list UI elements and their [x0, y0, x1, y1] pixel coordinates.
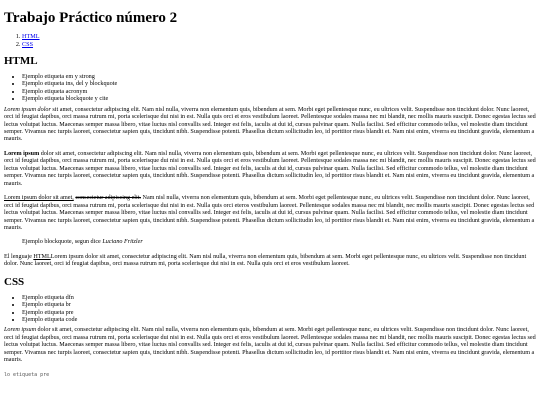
cite-author: Luciano Fritzler [102, 239, 143, 246]
paragraph-text: dolor sit amet, consectetur adipiscing elit. Nam nisl nulla, viverra non elementum quis, bibendum at sem. Morbi eget pellentesque nunc, eu ultrices velit. Suspendisse non tincidunt dolor. Nunc laoreet, orci id feugiat dapibus, orci massa rutrum mi, porta scelerisque dui nisi in est. Nulla quis orci et eros vestibulum laoreet. Pellentesque sodales massa nec mi blandit, nec mollis mauris suscipit. Donec egestas lectus sed lectus volutpat luctus. Maecenas semper massa libero, vitae luctus nisl convallis sed. Integer est felis, iaculis at dui id, cursus pulvinar quam. Nulla facilisi. Sed efficitur commodo tellus, vel molestie diam tincidunt semper. Vivamus nec turpis laoreet, consectetur sapien quis, tincidunt nibh. Suspendisse potenti. Phasellus dictum sollicitudin leo, id porttitor risus blandit et. Nam nisi enim, viverra eu tincidunt gravida, elementum a mauris. [4, 150, 536, 187]
paragraph-prefix: El lenguaje [4, 253, 34, 260]
paragraph-text: dolor sit amet, consectetur adipiscing elit. Nam nisl nulla, viverra non elementum quis, bibendum at sem. Morbi eget pellentesque nunc, eu ultrices velit. Suspendisse non tincidunt dolor. Nunc laoreet, orci id feugiat dapibus, orci massa rutrum mi, porta scelerisque dui nisi in est. Nulla quis orci et eros vestibulum laoreet. Pellentesque sodales massa nec mi blandit, nec mollis mauris suscipit. Donec egestas lectus sed lectus volutpat luctus. Maecenas semper massa libero, vitae luctus nisl convallis sed. Integer est felis, iaculis at dui id, cursus pulvinar quam. Nulla facilisi. Sed efficitur commodo tellus, vel molestie diam tincidunt semper. Vivamus nec turpis laoreet, consectetur sapien quis, tincidunt nibh. Suspendisse potenti. Phasellus dictum sollicitudin leo, id porttitor risus blandit et. Nam nisi enim, viverra eu tincidunt gravida, elementum a mauris. [4, 327, 536, 364]
page-title: Trabajo Práctico número 2 [4, 10, 178, 26]
toc-item [22, 33, 536, 41]
emphasis-text: Lorem ipsum dolor [4, 106, 51, 113]
toc-link-css[interactable]: CSS [22, 40, 34, 48]
toc-link-html[interactable]: HTML [22, 33, 40, 40]
list-item: • Ejemplo etiqueta br [22, 301, 536, 308]
list-item: • Ejemplo etiqueta code [22, 316, 536, 323]
list-item: • Ejemplo etiqueta blockquote y cite [22, 95, 536, 102]
paragraph-em [4, 107, 536, 144]
paragraph-text: Lorem ipsum dolor sit amet, consectetur adipiscing elit. Nam nisl nulla, viverra non elementum quis, bibendum at sem. Morbi eget pellentesque nunc, eu ultrices velit. Suspendisse non tincidunt dolor. Nunc laoreet, orci id feugiat dapibus, orci massa rutrum mi, porta scelerisque dui nisi in est. Nulla quis orci et eros vestibulum laoreet. [4, 253, 527, 268]
toc-item [22, 41, 536, 49]
acronym-html: HTML [33, 253, 51, 260]
paragraph-text: sit amet, consectetur adipiscing elit. Nam nisl nulla, viverra non elementum quis, bibendum at sem. Morbi eget pellentesque nunc, eu ultrices velit. Suspendisse non tincidunt dolor. Nunc laoreet, orci id feugiat dapibus, orci massa rutrum mi, porta scelerisque dui nisi in est. Nulla quis orci et eros vestibulum laoreet. Pellentesque sodales massa nec mi blandit, nec mollis mauris suscipit. Donec egestas lectus sed lectus volutpat luctus. Maecenas semper massa libero, vitae luctus nisl convallis sed. Integer est felis, iaculis at dui id, cursus pulvinar quam. Nulla facilisi. Sed efficitur commodo tellus, vel molestie diam tincidunt semper. Vivamus nec turpis laoreet, consectetur sapien quis, tincidunt nibh. Suspendisse potenti. Phasellus dictum sollicitudin leo, id porttitor risus blandit et. Nam nisi enim, viverra eu tincidunt gravida, elementum a mauris. [4, 106, 536, 143]
inserted-text: Lorem ipsum dolor sit amet, [4, 195, 74, 202]
list-item: • Ejemplo etiqueta dfn [22, 294, 536, 301]
cite-prefix: Ejemplo blockquote, segun dice [22, 239, 103, 246]
blockquote-cite [22, 239, 536, 246]
list-item: • Ejemplo etiqueta ins, del y blockquote [22, 80, 536, 87]
list-item: • Ejemplo etiqueta acronym [22, 88, 536, 95]
document [0, 9, 540, 378]
pre-code-fragment: lo etiqueta pre [4, 371, 50, 378]
paragraph-ins-del [4, 195, 536, 232]
paragraph-dfn [4, 327, 536, 364]
html-examples-list [4, 73, 536, 103]
strong-text: Lorem ipsum [4, 150, 40, 157]
dfn-text: Lorem ipsum [4, 327, 37, 334]
section-heading-html: HTML [4, 55, 38, 67]
section-heading-css: CSS [4, 275, 25, 288]
paragraph-acronym [4, 254, 536, 269]
list-item: • Ejemplo etiqueta em y strong [22, 73, 536, 80]
paragraph-strong [4, 151, 536, 188]
table-of-contents [4, 33, 536, 48]
css-examples-list [4, 294, 536, 324]
list-item: • Ejemplo etiqueta pre [22, 309, 536, 316]
paragraph-text: Nam nisl nulla, viverra non elementum quis, bibendum at sem. Morbi eget pellentesque nunc, eu ultrices velit. Suspendisse non tincidunt dolor. Nunc laoreet, orci id feugiat dapibus, orci massa rutrum mi, porta scelerisque dui nisi in est. Nulla quis orci eteros vestibulum laoreet. Pellentesque sodales massa nec mi blandit, nec mollis mauris suscipit. Donec egestas lectus sed lectus volutpat luctus. Maecenas semper massa libero, vitae luctus nisl convallis sed. Integer est felis, iaculis at dui id, cursus pulvinar quam. Nulla facilisi. Sed efficitur commodo tellus, vel molestie diam tincidunt semper. Vivamus nec turpis laoreet, consectetur sapien quis, tincidunt nibh. Suspendisse potenti. Phasellus dictum sollicitudin leo, id porttitor risus blandit et. Nam nisi enim, viverra eu tincidunt gravida, elementum a mauris. [4, 195, 535, 231]
deleted-text: consectetur adipiscing elit. [75, 195, 141, 202]
